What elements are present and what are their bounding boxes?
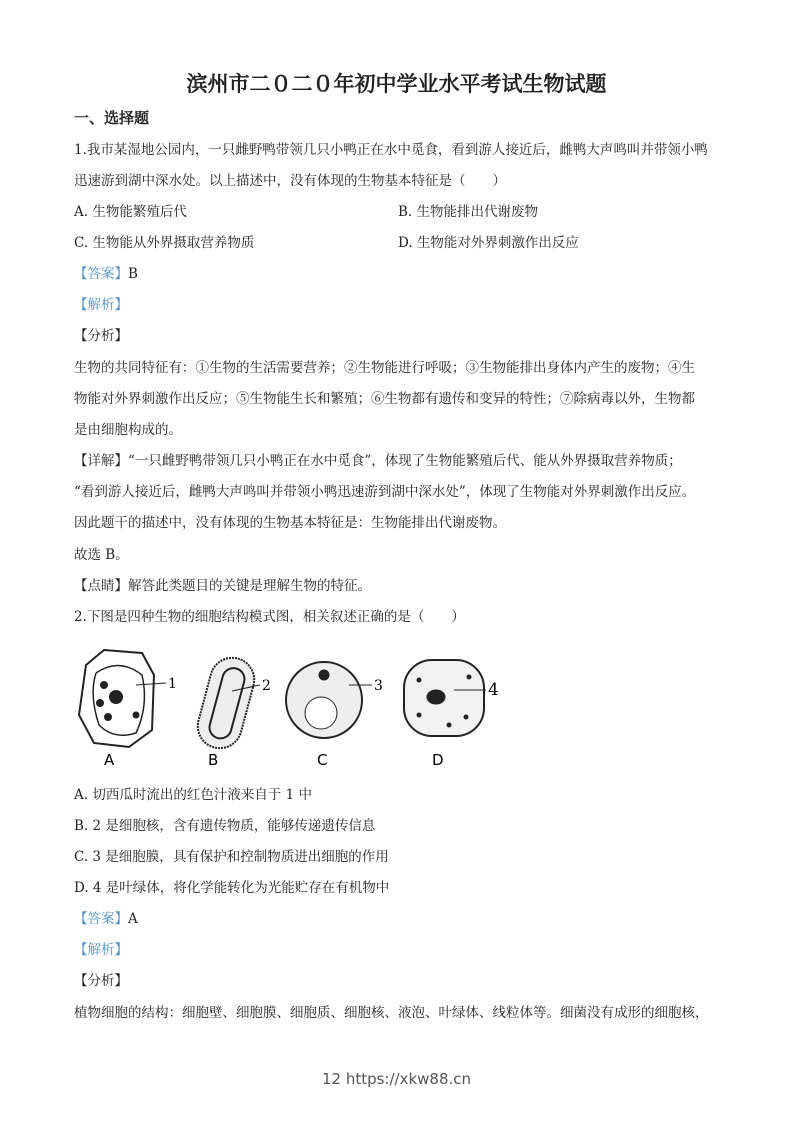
figure-label-d: D [432, 751, 444, 769]
page-title: 滨州市二０二０年初中学业水平考试生物试题 [186, 72, 607, 96]
animal-cell-d [404, 660, 486, 736]
q2-stem: 2.下图是四种生物的细胞结构模式图，相关叙述正确的是（ ） [74, 609, 465, 625]
q1-stem-line: 1.我市某湿地公园内，一只雌野鸭带领几只小鸭正在水中觅食，看到游人接近后，雌鸭大声鸣叫并带领小鸭 [74, 142, 708, 158]
q2-answer [74, 909, 138, 929]
q1-option-d: D. 生物能对外界刺激作出反应 [398, 235, 579, 251]
answer-value: A [128, 911, 138, 927]
q1-tip: 【点睛】解答此类题目的关键是理解生物的特征。 [74, 578, 371, 594]
answer-label: 【答案】 [74, 266, 128, 282]
q1-detail-line: “看到游人接近后，雌鸭大声鸣叫并带领小鸭迅速游到湖中深水处”，体现了生物能对外界刺激作出反应。 [74, 484, 696, 500]
pointer-label-4: 4 [488, 680, 499, 700]
q2-option-d: D. 4 是叶绿体，将化学能转化为光能贮存在有机物中 [74, 880, 390, 896]
q1-analysis-line: 是由细胞构成的。 [74, 422, 182, 438]
q1-option-b: B. 生物能排出代谢废物 [398, 204, 539, 220]
pointer-label-1: 1 [168, 676, 177, 692]
page-footer: 12 https://xkw88.cn [321, 1070, 472, 1088]
q1-detail-line: 【详解】“一只雌野鸭带领几只小鸭正在水中觅食”，体现了生物能繁殖后代、能从外界摄取营养物质； [74, 453, 682, 469]
q1-option-a: A. 生物能繁殖后代 [74, 204, 187, 220]
q1-analysis-line: 物能对外界刺激作出反应；⑤生物能生长和繁殖；⑥生物都有遗传和变异的特性；⑦除病毒以外，生物都 [74, 391, 695, 407]
figure-label-b: B [208, 751, 219, 769]
bacterium-cell-b [193, 653, 260, 753]
q1-option-c: C. 生物能从外界摄取营养物质 [74, 235, 255, 251]
section-heading: 一、选择题 [74, 109, 150, 127]
q1-fenxi-label: 【分析】 [74, 328, 128, 344]
q1-detail-line: 因此题干的描述中，没有体现的生物基本特征是：生物能排出代谢废物。 [74, 515, 506, 531]
pointer-label-3: 3 [374, 678, 383, 694]
pointer-label-2: 2 [262, 678, 271, 694]
figure-label-c: C [317, 751, 328, 769]
q2-analysis-line: 植物细胞的结构：细胞壁、细胞膜、细胞质、细胞核、液泡、叶绿体、线粒体等。细菌没有成形的细胞核， [74, 1005, 709, 1021]
q1-conclusion: 故选 B。 [74, 547, 129, 563]
q2-fenxi-label: 【分析】 [74, 973, 128, 989]
q2-option-b: B. 2 是细胞核，含有遗传物质，能够传递遗传信息 [74, 818, 376, 834]
q2-jiexi-label: 【解析】 [74, 942, 128, 958]
figure-label-a: A [104, 751, 115, 769]
q1-answer [74, 264, 138, 284]
q1-analysis-line: 生物的共同特征有：①生物的生活需要营养；②生物能进行呼吸；③生物能排出身体内产生的废物；④生 [74, 360, 695, 376]
q2-option-a: A. 切西瓜时流出的红色汁液来自于 1 中 [74, 787, 313, 803]
q1-stem-line: 迅速游到湖中深水处。以上描述中，没有体现的生物基本特征是（ ） [74, 173, 506, 189]
answer-value: B [128, 266, 138, 282]
cell-structure-figure [74, 645, 514, 775]
q2-option-c: C. 3 是细胞膜，具有保护和控制物质进出细胞的作用 [74, 849, 389, 865]
plant-cell-a [79, 650, 166, 747]
yeast-cell-c [286, 662, 372, 738]
q1-jiexi-label: 【解析】 [74, 297, 128, 313]
answer-label: 【答案】 [74, 911, 128, 927]
